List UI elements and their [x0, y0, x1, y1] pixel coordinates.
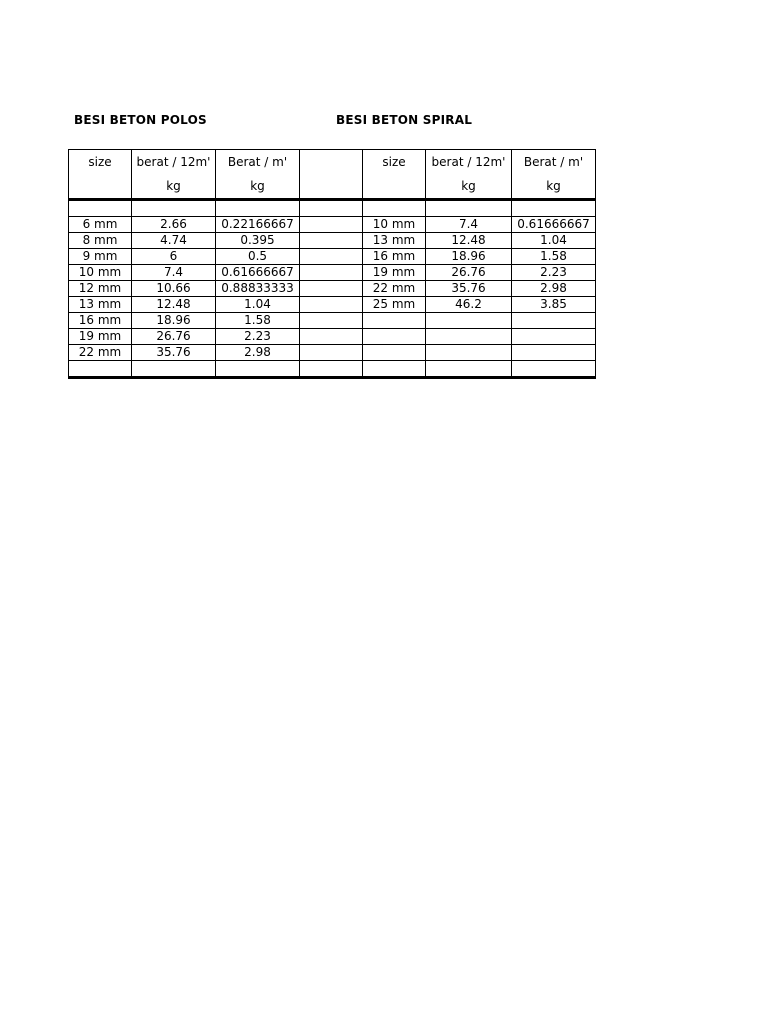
table-header-row [69, 150, 596, 200]
polos-size-header [69, 150, 132, 200]
polos-size-cell: 6 mm [69, 217, 132, 233]
polos-berat-m-cell: 0.5 [216, 249, 300, 265]
polos-berat-m-cell: 0.61666667 [216, 265, 300, 281]
spiral-berat-m-cell: 2.23 [512, 265, 596, 281]
spiral-berat-12-cell [426, 200, 512, 217]
spacer-cell [300, 249, 363, 265]
polos-berat-m-cell: 2.98 [216, 345, 300, 361]
spiral-size-cell [363, 313, 426, 329]
table-row [69, 345, 596, 361]
polos-size-cell: 12 mm [69, 281, 132, 297]
spiral-size-cell: 16 mm [363, 249, 426, 265]
spacer-cell [300, 265, 363, 281]
polos-berat-12-cell: 35.76 [132, 345, 216, 361]
spacer-cell [300, 200, 363, 217]
polos-size-cell: 10 mm [69, 265, 132, 281]
spiral-berat-12-cell: 46.2 [426, 297, 512, 313]
spiral-size-cell: 22 mm [363, 281, 426, 297]
spacer-cell [300, 345, 363, 361]
polos-size-cell: 16 mm [69, 313, 132, 329]
weight-table-body [69, 150, 596, 378]
spiral-berat-12-unit: kg [461, 179, 476, 193]
polos-berat-m-cell [216, 361, 300, 378]
spiral-berat-12-cell [426, 329, 512, 345]
polos-berat-12-cell [132, 200, 216, 217]
spiral-berat-m-cell [512, 345, 596, 361]
polos-size-cell: 9 mm [69, 249, 132, 265]
polos-berat-m-cell: 2.23 [216, 329, 300, 345]
polos-berat-m-cell: 0.395 [216, 233, 300, 249]
spacer-cell [300, 313, 363, 329]
polos-berat-12-unit: kg [166, 179, 181, 193]
spacer-cell [300, 361, 363, 378]
table-row [69, 217, 596, 233]
polos-berat-12-cell: 12.48 [132, 297, 216, 313]
spiral-berat-m-cell: 1.58 [512, 249, 596, 265]
polos-berat-m-cell: 1.58 [216, 313, 300, 329]
polos-berat-12-cell: 2.66 [132, 217, 216, 233]
spiral-size-header-label: size [382, 155, 406, 169]
polos-berat-12-cell: 4.74 [132, 233, 216, 249]
spacer-cell [300, 297, 363, 313]
polos-size-cell [69, 361, 132, 378]
title-besi-beton-polos: BESI BETON POLOS [74, 113, 207, 127]
table-row [69, 233, 596, 249]
spiral-berat-12-cell: 35.76 [426, 281, 512, 297]
table-row [69, 249, 596, 265]
spiral-berat-12-cell [426, 313, 512, 329]
polos-berat-m-cell: 0.22166667 [216, 217, 300, 233]
spiral-berat-12-cell: 26.76 [426, 265, 512, 281]
spiral-size-header [363, 150, 426, 200]
polos-berat-m-unit: kg [250, 179, 265, 193]
polos-berat-m-cell: 0.88833333 [216, 281, 300, 297]
spiral-size-cell: 25 mm [363, 297, 426, 313]
polos-berat-m-cell [216, 200, 300, 217]
table-row [69, 200, 596, 217]
table-row [69, 329, 596, 345]
polos-size-cell: 13 mm [69, 297, 132, 313]
polos-berat-m-header-label: Berat / m' [227, 155, 288, 169]
spiral-berat-m-cell [512, 329, 596, 345]
polos-size-cell: 19 mm [69, 329, 132, 345]
table-row [69, 297, 596, 313]
table-row [69, 281, 596, 297]
spiral-berat-12-header-label: berat / 12m' [431, 155, 506, 169]
spiral-berat-m-cell: 0.61666667 [512, 217, 596, 233]
polos-berat-12-cell [132, 361, 216, 378]
polos-size-cell: 22 mm [69, 345, 132, 361]
polos-berat-12-cell: 6 [132, 249, 216, 265]
spiral-berat-12-header [426, 150, 512, 200]
spiral-berat-12-cell: 12.48 [426, 233, 512, 249]
polos-berat-12-cell: 7.4 [132, 265, 216, 281]
spiral-size-cell: 13 mm [363, 233, 426, 249]
spiral-berat-12-cell [426, 361, 512, 378]
spacer-cell [300, 329, 363, 345]
spacer-cell [300, 281, 363, 297]
spiral-size-cell [363, 345, 426, 361]
table-row [69, 313, 596, 329]
polos-berat-m-header [216, 150, 300, 200]
weight-table [68, 149, 596, 379]
polos-size-cell [69, 200, 132, 217]
polos-berat-12-header [132, 150, 216, 200]
spiral-size-cell [363, 361, 426, 378]
table-row [69, 265, 596, 281]
spiral-berat-m-cell: 1.04 [512, 233, 596, 249]
spiral-berat-m-unit: kg [546, 179, 561, 193]
polos-berat-12-cell: 18.96 [132, 313, 216, 329]
spiral-berat-m-header-label: Berat / m' [523, 155, 584, 169]
spacer-cell [300, 233, 363, 249]
spiral-berat-m-cell [512, 313, 596, 329]
polos-size-header-label: size [88, 155, 112, 169]
polos-berat-12-header-label: berat / 12m' [136, 155, 211, 169]
polos-berat-12-cell: 26.76 [132, 329, 216, 345]
polos-size-cell: 8 mm [69, 233, 132, 249]
spiral-berat-12-cell: 18.96 [426, 249, 512, 265]
table-row [69, 361, 596, 378]
polos-berat-m-cell: 1.04 [216, 297, 300, 313]
spiral-size-cell [363, 200, 426, 217]
spiral-size-cell [363, 329, 426, 345]
spacer-cell [300, 217, 363, 233]
spiral-berat-12-cell [426, 345, 512, 361]
spacer-header-cell [300, 150, 363, 200]
spiral-berat-m-cell: 3.85 [512, 297, 596, 313]
spiral-size-cell: 19 mm [363, 265, 426, 281]
spiral-berat-m-header [512, 150, 596, 200]
spiral-berat-12-cell: 7.4 [426, 217, 512, 233]
spiral-size-cell: 10 mm [363, 217, 426, 233]
spiral-berat-m-cell: 2.98 [512, 281, 596, 297]
spiral-berat-m-cell [512, 361, 596, 378]
title-besi-beton-spiral: BESI BETON SPIRAL [336, 113, 473, 127]
polos-berat-12-cell: 10.66 [132, 281, 216, 297]
spiral-berat-m-cell [512, 200, 596, 217]
